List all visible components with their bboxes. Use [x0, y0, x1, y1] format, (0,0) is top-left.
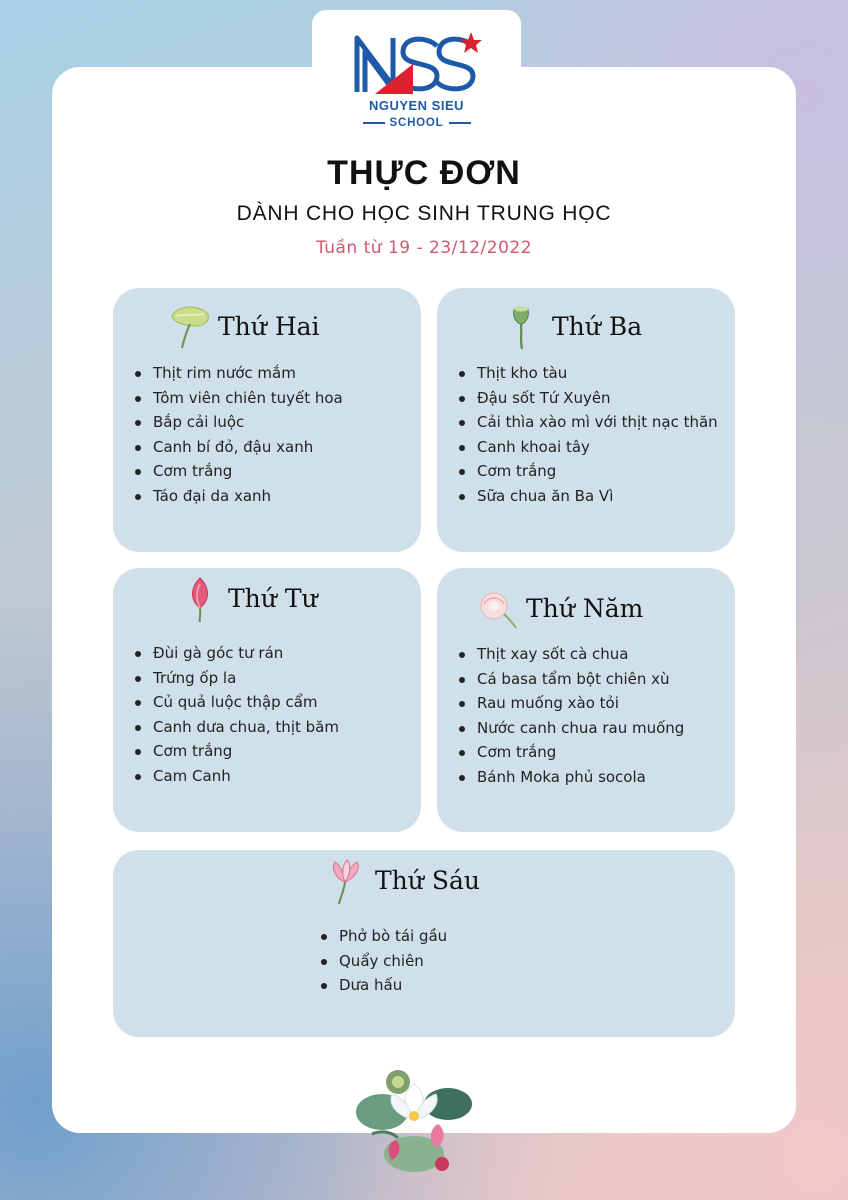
- list-item: Canh khoai tây: [455, 435, 718, 460]
- day-header-tuesday: [500, 302, 642, 350]
- day-header-monday: [166, 302, 320, 350]
- lotus-leaf-icon: [166, 302, 214, 350]
- logo-school-name: NGUYEN SIEU: [368, 98, 465, 113]
- menu-list-monday: [131, 361, 343, 509]
- lotus-bouquet-icon: [352, 1064, 477, 1182]
- page-title: THỰC ĐƠN: [327, 154, 521, 192]
- list-item: Trứng ốp la: [131, 666, 339, 691]
- list-item: Cơm trắng: [131, 459, 343, 484]
- list-item: Dưa hấu: [317, 973, 447, 998]
- list-item: Cơm trắng: [455, 459, 718, 484]
- day-header-friday: [323, 856, 480, 904]
- list-item: Thịt rim nước mắm: [131, 361, 343, 386]
- menu-list-thursday: [455, 642, 684, 790]
- list-item: Cơm trắng: [455, 740, 684, 765]
- list-item: Cơm trắng: [131, 739, 339, 764]
- day-header-thursday: [474, 584, 643, 632]
- day-title-tuesday: Thứ Ba: [552, 311, 643, 341]
- list-item: Rau muống xào tỏi: [455, 691, 684, 716]
- week-range: Tuần từ 19 - 23/12/2022: [315, 238, 533, 258]
- list-item: Cải thìa xào mì với thịt nạc thăn: [455, 410, 718, 435]
- logo-school-label: SCHOOL: [312, 117, 521, 130]
- lotus-pod-icon: [500, 302, 548, 350]
- day-title-friday: Thứ Sáu: [375, 865, 480, 895]
- white-lotus-icon: [474, 584, 522, 632]
- day-title-thursday: Thứ Năm: [526, 593, 644, 623]
- list-item: Nước canh chua rau muống: [455, 716, 684, 741]
- list-item: Củ quả luộc thập cẩm: [131, 690, 339, 715]
- day-header-wednesday: [176, 574, 318, 622]
- list-item: Phở bò tái gầu: [317, 924, 447, 949]
- list-item: Canh bí đỏ, đậu xanh: [131, 435, 343, 460]
- list-item: Thịt kho tàu: [455, 361, 718, 386]
- list-item: Bắp cải luộc: [131, 410, 343, 435]
- list-item: Thịt xay sốt cà chua: [455, 642, 684, 667]
- day-title-wednesday: Thứ Tư: [228, 583, 318, 613]
- lotus-bud-icon: [176, 574, 224, 622]
- list-item: Đậu sốt Tứ Xuyên: [455, 386, 718, 411]
- menu-list-friday: [317, 924, 447, 998]
- list-item: Canh dưa chua, thịt băm: [131, 715, 339, 740]
- menu-list-wednesday: [131, 641, 339, 789]
- list-item: Quẩy chiên: [317, 949, 447, 974]
- list-item: Đùi gà góc tư rán: [131, 641, 339, 666]
- list-item: Bánh Moka phủ socola: [455, 765, 684, 790]
- list-item: Cam Canh: [131, 764, 339, 789]
- list-item: Cá basa tẩm bột chiên xù: [455, 667, 684, 692]
- nss-logo-icon: [353, 30, 483, 96]
- page-subtitle: DÀNH CHO HỌC SINH TRUNG HỌC: [236, 202, 612, 225]
- list-item: Táo đại da xanh: [131, 484, 343, 509]
- list-item: Tôm viên chiên tuyết hoa: [131, 386, 343, 411]
- menu-list-tuesday: [455, 361, 718, 509]
- day-title-monday: Thứ Hai: [218, 311, 320, 341]
- pink-lotus-icon: [323, 856, 371, 904]
- list-item: Sữa chua ăn Ba Vì: [455, 484, 718, 509]
